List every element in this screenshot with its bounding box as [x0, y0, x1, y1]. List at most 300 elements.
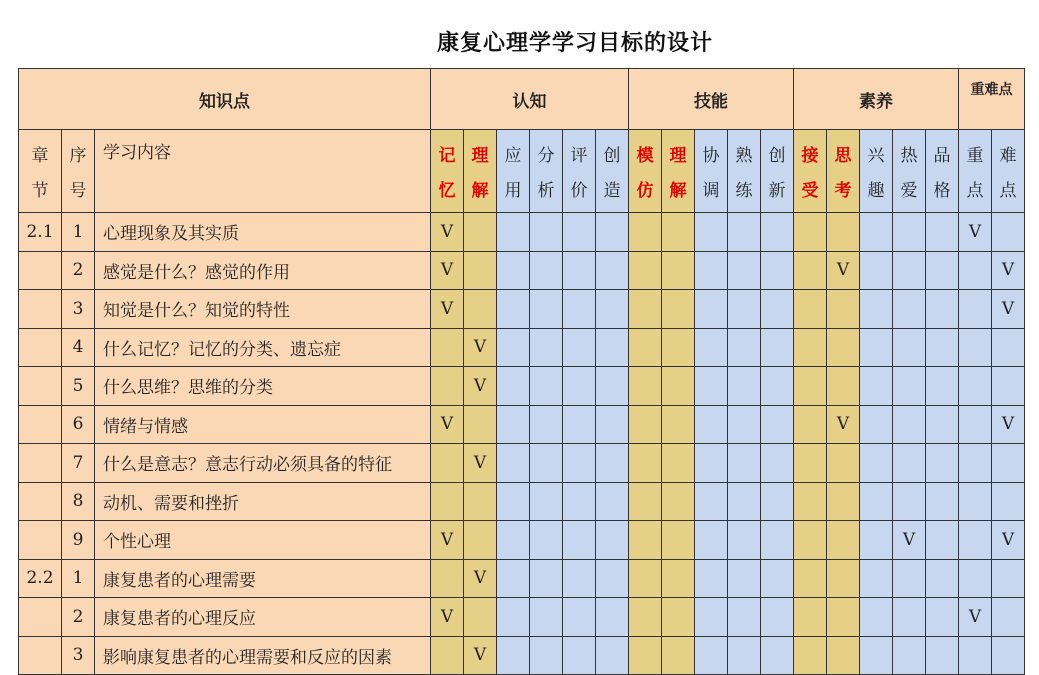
objective-cell: [860, 290, 893, 329]
table-row: [19, 290, 1025, 329]
sub-header-row: [19, 130, 1025, 213]
objective-cell: [728, 444, 761, 483]
objective-cell: [794, 213, 827, 252]
objective-cell: [695, 213, 728, 252]
objective-cell: [893, 405, 926, 444]
objective-cell: [860, 636, 893, 675]
objective-cell: [761, 367, 794, 406]
objective-cell: [926, 328, 959, 367]
objective-header: 思 考: [827, 130, 860, 213]
check-mark: V: [1001, 298, 1015, 319]
objective-cell: [827, 405, 860, 444]
objective-cell: [596, 521, 629, 560]
objective-header: 热 爱: [893, 130, 926, 213]
content-cell: 感觉是什么？感觉的作用: [95, 251, 431, 290]
group-key-difficult: 重难点: [959, 69, 1025, 130]
objective-cell: [530, 636, 563, 675]
objective-cell: [563, 598, 596, 637]
objective-cell: [497, 482, 530, 521]
objective-cell: [926, 405, 959, 444]
objective-cell: [464, 444, 497, 483]
objective-cell: [827, 636, 860, 675]
objective-cell: [530, 213, 563, 252]
objective-cell: [596, 636, 629, 675]
objective-cell: [794, 328, 827, 367]
objective-cell: [926, 559, 959, 598]
check-mark: V: [836, 260, 850, 281]
objective-cell: [464, 328, 497, 367]
table-row: [19, 598, 1025, 637]
objective-cell: [530, 559, 563, 598]
objective-cell: [596, 482, 629, 521]
objective-cell: [596, 251, 629, 290]
check-mark: V: [836, 414, 850, 435]
chapter-cell: [19, 405, 62, 444]
objective-cell: [794, 636, 827, 675]
objective-cell: [992, 521, 1025, 560]
objective-cell: [827, 482, 860, 521]
objective-cell: [596, 444, 629, 483]
objective-cell: [662, 213, 695, 252]
objective-header: 模 仿: [629, 130, 662, 213]
objective-cell: [926, 290, 959, 329]
objective-header: 品 格: [926, 130, 959, 213]
objective-cell: [464, 521, 497, 560]
objective-cell: [695, 636, 728, 675]
content-cell: 动机、需要和挫折: [95, 482, 431, 521]
objective-cell: [827, 559, 860, 598]
objective-cell: [431, 328, 464, 367]
objective-cell: [794, 521, 827, 560]
objective-cell: [860, 367, 893, 406]
objective-cell: [464, 405, 497, 444]
objective-cell: [497, 367, 530, 406]
objective-cell: [464, 559, 497, 598]
objective-cell: [794, 559, 827, 598]
objective-cell: [497, 559, 530, 598]
objective-cell: [794, 290, 827, 329]
check-mark: V: [440, 298, 454, 319]
check-mark: V: [473, 452, 487, 473]
objective-cell: [431, 444, 464, 483]
seq-cell: 3: [62, 290, 95, 329]
objective-cell: [431, 598, 464, 637]
objective-cell: [431, 405, 464, 444]
check-mark: V: [1001, 260, 1015, 281]
objective-cell: [662, 444, 695, 483]
objective-cell: [959, 598, 992, 637]
content-cell: 康复患者的心理需要: [95, 559, 431, 598]
objective-cell: [959, 559, 992, 598]
table-row: [19, 521, 1025, 560]
objective-cell: [959, 444, 992, 483]
objective-cell: [992, 328, 1025, 367]
objective-cell: [563, 367, 596, 406]
objective-cell: [695, 482, 728, 521]
objective-cell: [431, 482, 464, 521]
objective-cell: [926, 444, 959, 483]
objective-cell: [926, 367, 959, 406]
objective-cell: [926, 521, 959, 560]
group-cognition: 认知: [431, 69, 629, 130]
objective-cell: [695, 405, 728, 444]
objective-cell: [662, 636, 695, 675]
objective-cell: [662, 328, 695, 367]
check-mark: V: [968, 606, 982, 627]
objective-cell: [662, 290, 695, 329]
objective-cell: [992, 213, 1025, 252]
objective-cell: [629, 213, 662, 252]
content-header: 学习内容: [95, 130, 431, 213]
objective-cell: [761, 251, 794, 290]
objective-cell: [563, 636, 596, 675]
objective-cell: [662, 482, 695, 521]
check-mark: V: [440, 606, 454, 627]
objective-cell: [497, 598, 530, 637]
objective-cell: [497, 444, 530, 483]
chapter-cell: [19, 328, 62, 367]
objective-cell: [959, 213, 992, 252]
objective-cell: [959, 405, 992, 444]
objective-cell: [563, 482, 596, 521]
table-row: [19, 405, 1025, 444]
objective-header: 兴 趣: [860, 130, 893, 213]
objective-cell: [497, 290, 530, 329]
seq-cell: 8: [62, 482, 95, 521]
objective-cell: [497, 251, 530, 290]
objective-cell: [959, 367, 992, 406]
objective-cell: [761, 405, 794, 444]
table-row: [19, 559, 1025, 598]
table-row: [19, 367, 1025, 406]
objective-cell: [695, 290, 728, 329]
objective-cell: [794, 251, 827, 290]
objective-cell: [761, 598, 794, 637]
table-row: [19, 251, 1025, 290]
chapter-cell: [19, 367, 62, 406]
table-row: [19, 444, 1025, 483]
objective-cell: [794, 482, 827, 521]
objective-cell: [629, 521, 662, 560]
objective-cell: [827, 290, 860, 329]
objective-cell: [893, 213, 926, 252]
objective-cell: [662, 405, 695, 444]
objective-cell: [860, 213, 893, 252]
objective-cell: [761, 290, 794, 329]
objective-cell: [761, 213, 794, 252]
check-mark: V: [440, 260, 454, 281]
chapter-cell: [19, 636, 62, 675]
objective-header: 理 解: [464, 130, 497, 213]
content-cell: 什么记忆？记忆的分类、遗忘症: [95, 328, 431, 367]
seq-cell: 5: [62, 367, 95, 406]
objective-cell: [662, 367, 695, 406]
objective-cell: [893, 636, 926, 675]
objective-cell: [695, 328, 728, 367]
objective-cell: [893, 328, 926, 367]
objective-cell: [530, 521, 563, 560]
objective-cell: [629, 290, 662, 329]
table-row: [19, 213, 1025, 252]
objective-cell: [431, 290, 464, 329]
objective-header: 协 调: [695, 130, 728, 213]
objective-cell: [794, 405, 827, 444]
learning-objectives-table: [18, 68, 1025, 675]
objective-cell: [431, 521, 464, 560]
objective-cell: [827, 521, 860, 560]
objective-header: 分 析: [530, 130, 563, 213]
check-mark: V: [440, 221, 454, 242]
objective-cell: [728, 598, 761, 637]
objective-cell: [530, 251, 563, 290]
table-row: [19, 482, 1025, 521]
objective-cell: [992, 290, 1025, 329]
objective-cell: [827, 598, 860, 637]
chapter-cell: [19, 521, 62, 560]
objective-cell: [992, 598, 1025, 637]
objective-cell: [464, 482, 497, 521]
content-cell: 康复患者的心理反应: [95, 598, 431, 637]
objective-cell: [563, 328, 596, 367]
objective-cell: [728, 636, 761, 675]
objective-cell: [860, 482, 893, 521]
objective-cell: [992, 636, 1025, 675]
objective-cell: [761, 482, 794, 521]
objective-cell: [992, 559, 1025, 598]
objective-cell: [629, 598, 662, 637]
objective-cell: [530, 290, 563, 329]
objective-header: 重 点: [959, 130, 992, 213]
objective-cell: [464, 213, 497, 252]
objective-header: 记 忆: [431, 130, 464, 213]
objective-cell: [431, 636, 464, 675]
objective-cell: [695, 444, 728, 483]
objective-cell: [596, 328, 629, 367]
objective-cell: [959, 328, 992, 367]
objective-cell: [695, 367, 728, 406]
seq-cell: 7: [62, 444, 95, 483]
objective-cell: [563, 405, 596, 444]
objective-cell: [464, 636, 497, 675]
objective-cell: [827, 251, 860, 290]
objective-cell: [662, 559, 695, 598]
objective-cell: [860, 405, 893, 444]
table-row: [19, 636, 1025, 675]
objective-header: 熟 练: [728, 130, 761, 213]
objective-cell: [662, 521, 695, 560]
objective-cell: [761, 636, 794, 675]
objective-cell: [530, 598, 563, 637]
chapter-header: 章 节: [19, 130, 62, 213]
seq-cell: 3: [62, 636, 95, 675]
chapter-cell: [19, 444, 62, 483]
objective-header: 应 用: [497, 130, 530, 213]
objective-cell: [992, 405, 1025, 444]
objective-cell: [827, 213, 860, 252]
objective-cell: [728, 328, 761, 367]
objective-cell: [563, 559, 596, 598]
objective-cell: [728, 251, 761, 290]
seq-cell: 6: [62, 405, 95, 444]
objective-cell: [695, 559, 728, 598]
check-mark: V: [473, 645, 487, 666]
objective-cell: [860, 444, 893, 483]
objective-cell: [728, 482, 761, 521]
check-mark: V: [473, 375, 487, 396]
objective-cell: [959, 521, 992, 560]
chapter-cell: 2.1: [19, 213, 62, 252]
objective-cell: [926, 598, 959, 637]
objective-cell: [893, 559, 926, 598]
objective-cell: [464, 367, 497, 406]
group-literacy: 素养: [794, 69, 959, 130]
check-mark: V: [440, 529, 454, 550]
content-cell: 什么是意志？意志行动必须具备的特征: [95, 444, 431, 483]
objective-cell: [662, 251, 695, 290]
objective-cell: [827, 367, 860, 406]
seq-cell: 9: [62, 521, 95, 560]
objective-cell: [530, 405, 563, 444]
objective-header: 创 新: [761, 130, 794, 213]
content-cell: 个性心理: [95, 521, 431, 560]
seq-cell: 2: [62, 251, 95, 290]
content-cell: 什么思维？思维的分类: [95, 367, 431, 406]
objective-cell: [926, 482, 959, 521]
objective-cell: [926, 251, 959, 290]
objective-cell: [893, 367, 926, 406]
seq-header: 序 号: [62, 130, 95, 213]
objective-cell: [992, 444, 1025, 483]
check-mark: V: [968, 221, 982, 242]
objective-cell: [629, 559, 662, 598]
objective-header: 理 解: [662, 130, 695, 213]
objective-cell: [893, 521, 926, 560]
objective-cell: [860, 598, 893, 637]
objective-cell: [860, 559, 893, 598]
objective-cell: [497, 405, 530, 444]
objective-cell: [794, 598, 827, 637]
chapter-cell: [19, 598, 62, 637]
group-skills: 技能: [629, 69, 794, 130]
objective-cell: [893, 482, 926, 521]
objective-cell: [761, 559, 794, 598]
objective-cell: [629, 636, 662, 675]
chapter-cell: [19, 251, 62, 290]
objective-header: 创 造: [596, 130, 629, 213]
page-title: 康复心理学学习目标的设计: [436, 31, 713, 56]
check-mark: V: [1001, 414, 1015, 435]
objective-cell: [431, 367, 464, 406]
objective-cell: [563, 290, 596, 329]
objective-cell: [959, 290, 992, 329]
objective-cell: [497, 213, 530, 252]
objective-cell: [827, 328, 860, 367]
objective-cell: [761, 444, 794, 483]
objective-cell: [860, 251, 893, 290]
objective-cell: [794, 367, 827, 406]
table-row: [19, 328, 1025, 367]
objective-cell: [728, 367, 761, 406]
objective-cell: [728, 290, 761, 329]
objective-cell: [563, 521, 596, 560]
objective-cell: [629, 444, 662, 483]
objective-cell: [464, 598, 497, 637]
objective-cell: [959, 636, 992, 675]
chapter-cell: 2.2: [19, 559, 62, 598]
check-mark: V: [440, 414, 454, 435]
content-cell: 情绪与情感: [95, 405, 431, 444]
objective-cell: [695, 521, 728, 560]
objective-cell: [431, 251, 464, 290]
objective-cell: [827, 444, 860, 483]
objective-cell: [992, 367, 1025, 406]
objective-cell: [596, 367, 629, 406]
objective-cell: [596, 290, 629, 329]
chapter-cell: [19, 290, 62, 329]
objective-cell: [497, 521, 530, 560]
objective-cell: [596, 405, 629, 444]
seq-cell: 1: [62, 559, 95, 598]
check-mark: V: [473, 568, 487, 589]
objective-cell: [596, 213, 629, 252]
seq-cell: 1: [62, 213, 95, 252]
objective-cell: [596, 559, 629, 598]
objective-cell: [629, 482, 662, 521]
seq-cell: 4: [62, 328, 95, 367]
objective-cell: [794, 444, 827, 483]
objective-cell: [530, 482, 563, 521]
objective-cell: [761, 328, 794, 367]
objective-cell: [431, 213, 464, 252]
objective-cell: [860, 328, 893, 367]
objective-cell: [596, 598, 629, 637]
objective-cell: [893, 290, 926, 329]
objective-cell: [464, 251, 497, 290]
objective-cell: [530, 367, 563, 406]
objective-cell: [992, 251, 1025, 290]
objective-cell: [497, 328, 530, 367]
objective-cell: [695, 251, 728, 290]
objective-cell: [629, 328, 662, 367]
group-knowledge: 知识点: [19, 69, 431, 130]
check-mark: V: [473, 337, 487, 358]
objective-cell: [728, 213, 761, 252]
objective-cell: [464, 290, 497, 329]
objective-cell: [959, 482, 992, 521]
objective-header: 接 受: [794, 130, 827, 213]
objective-cell: [431, 559, 464, 598]
objective-cell: [629, 367, 662, 406]
objective-cell: [629, 251, 662, 290]
objective-cell: [893, 598, 926, 637]
objective-cell: [563, 444, 596, 483]
content-cell: 影响康复患者的心理需要和反应的因素: [95, 636, 431, 675]
objective-cell: [926, 636, 959, 675]
objective-cell: [563, 251, 596, 290]
content-cell: 心理现象及其实质: [95, 213, 431, 252]
objective-cell: [563, 213, 596, 252]
check-mark: V: [902, 529, 916, 550]
objective-cell: [860, 521, 893, 560]
objective-header: 难 点: [992, 130, 1025, 213]
objective-cell: [893, 251, 926, 290]
objective-cell: [728, 521, 761, 560]
objective-cell: [992, 482, 1025, 521]
check-mark: V: [1001, 529, 1015, 550]
objective-header: 评 价: [563, 130, 596, 213]
objective-cell: [629, 405, 662, 444]
objective-cell: [662, 598, 695, 637]
